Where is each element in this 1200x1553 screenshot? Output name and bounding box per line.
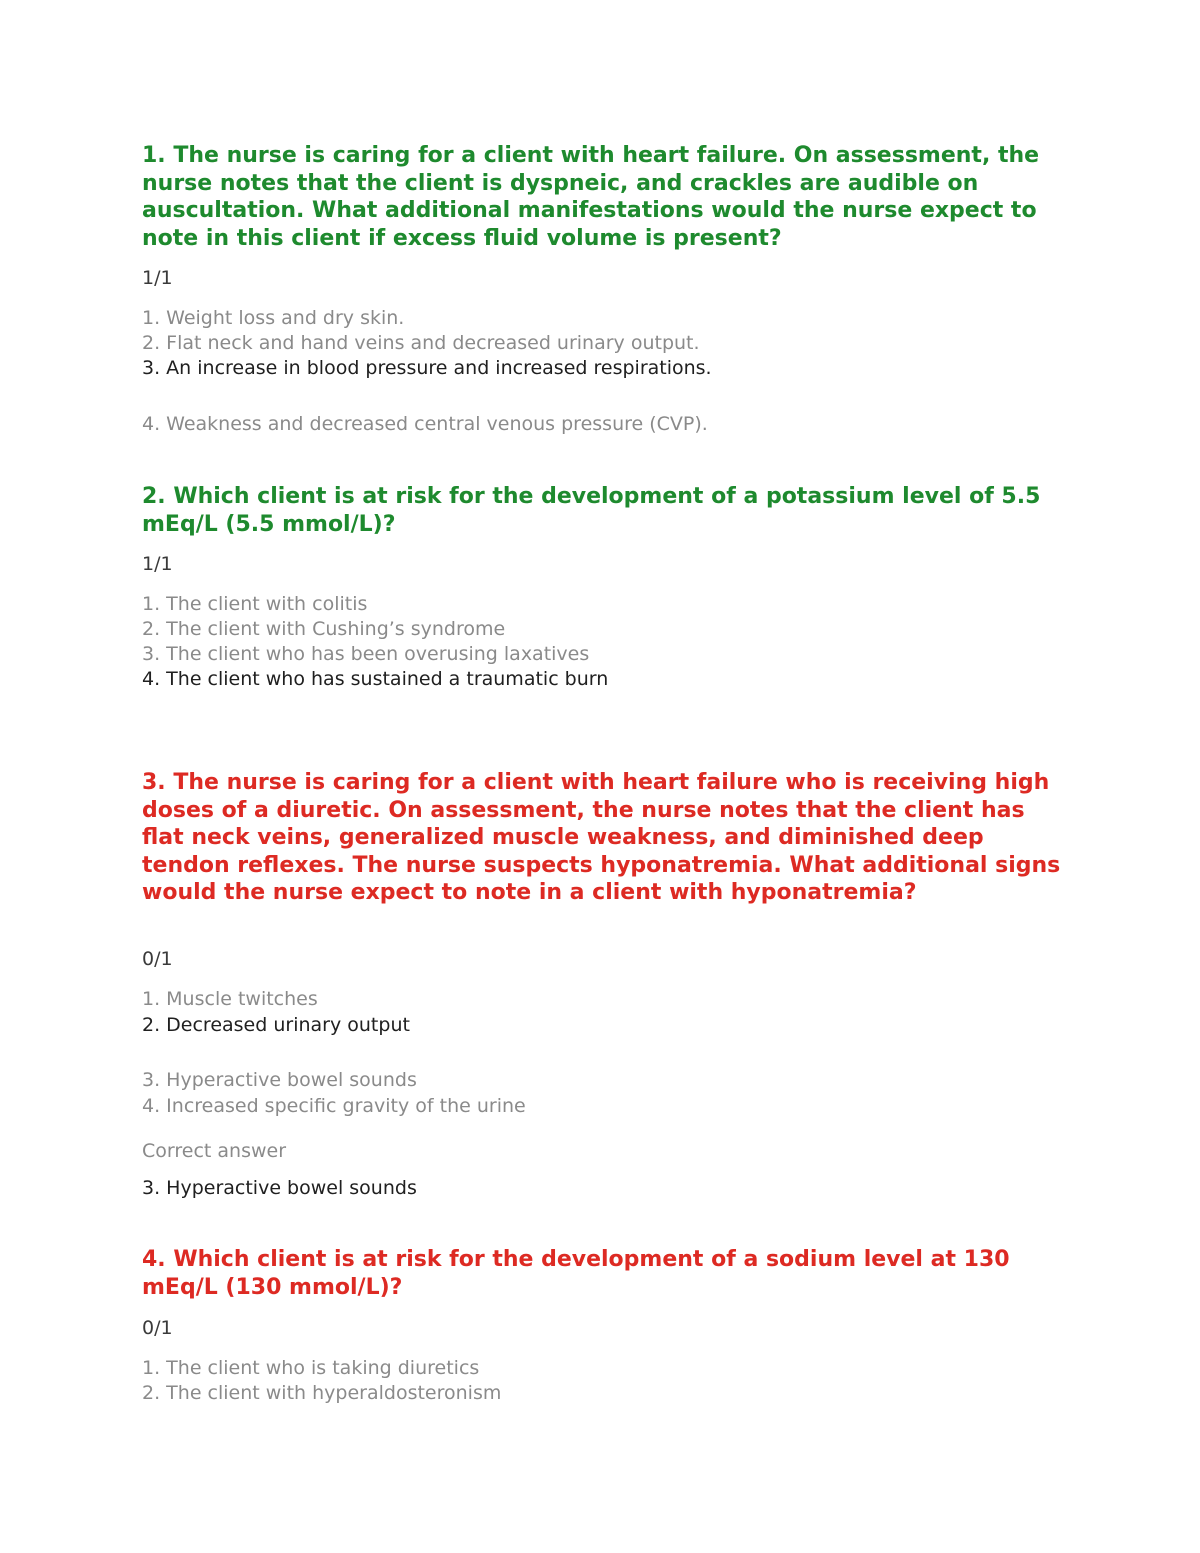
question-2-option-3[interactable]: 3. The client who has been overusing laxatives bbox=[142, 643, 590, 665]
question-2-option-4[interactable]: 4. The client who has sustained a traumatic burn bbox=[142, 668, 609, 690]
question-3-option-3[interactable]: 3. Hyperactive bowel sounds bbox=[142, 1069, 417, 1091]
question-3-correct-answer: 3. Hyperactive bowel sounds bbox=[142, 1177, 417, 1199]
question-3-score: 0/1 bbox=[142, 948, 173, 970]
question-4-score: 0/1 bbox=[142, 1317, 173, 1339]
question-3-option-1[interactable]: 1. Muscle twitches bbox=[142, 988, 318, 1010]
question-4-title: 4. Which client is at risk for the development of a sodium level at 130 mEq/L (130 mmol/L)? bbox=[142, 1247, 1010, 1300]
question-2-option-1[interactable]: 1. The client with colitis bbox=[142, 593, 368, 615]
question-4-option-2[interactable]: 2. The client with hyperaldosteronism bbox=[142, 1382, 502, 1404]
question-1-option-4[interactable]: 4. Weakness and decreased central venous pressure (CVP). bbox=[142, 413, 708, 435]
question-2-title: 2. Which client is at risk for the development of a potassium level of 5.5 mEq/L (5.5 mmol/L)? bbox=[142, 484, 1041, 537]
question-3-option-4[interactable]: 4. Increased specific gravity of the urine bbox=[142, 1095, 526, 1117]
question-1-option-1[interactable]: 1. Weight loss and dry skin. bbox=[142, 307, 405, 329]
question-3-correct-label: Correct answer bbox=[142, 1140, 287, 1162]
question-4-option-1[interactable]: 1. The client who is taking diuretics bbox=[142, 1357, 480, 1379]
question-2-score: 1/1 bbox=[142, 553, 173, 575]
question-1-title: 1. The nurse is caring for a client with heart failure. On assessment, the nurse notes that the client is dyspneic, and crackles are audible on auscultation. What additional manifestations would the nurse expect to note in this client if excess fluid volume is present? bbox=[142, 143, 1040, 251]
question-1-option-2[interactable]: 2. Flat neck and hand veins and decreased urinary output. bbox=[142, 332, 700, 354]
question-1-score: 1/1 bbox=[142, 267, 173, 289]
question-3-option-2[interactable]: 2. Decreased urinary output bbox=[142, 1014, 410, 1036]
question-2-option-2[interactable]: 2. The client with Cushing’s syndrome bbox=[142, 618, 506, 640]
question-1-option-3[interactable]: 3. An increase in blood pressure and increased respirations. bbox=[142, 357, 712, 379]
question-3-title: 3. The nurse is caring for a client with heart failure who is receiving high doses of a diuretic. On assessment, the nurse notes that the client has flat neck veins, generalized muscle weakness, and diminished deep tendon reflexes. The nurse suspects hyponatremia. What additional signs would the nurse expect to note in a client with hyponatremia? bbox=[142, 770, 1061, 905]
